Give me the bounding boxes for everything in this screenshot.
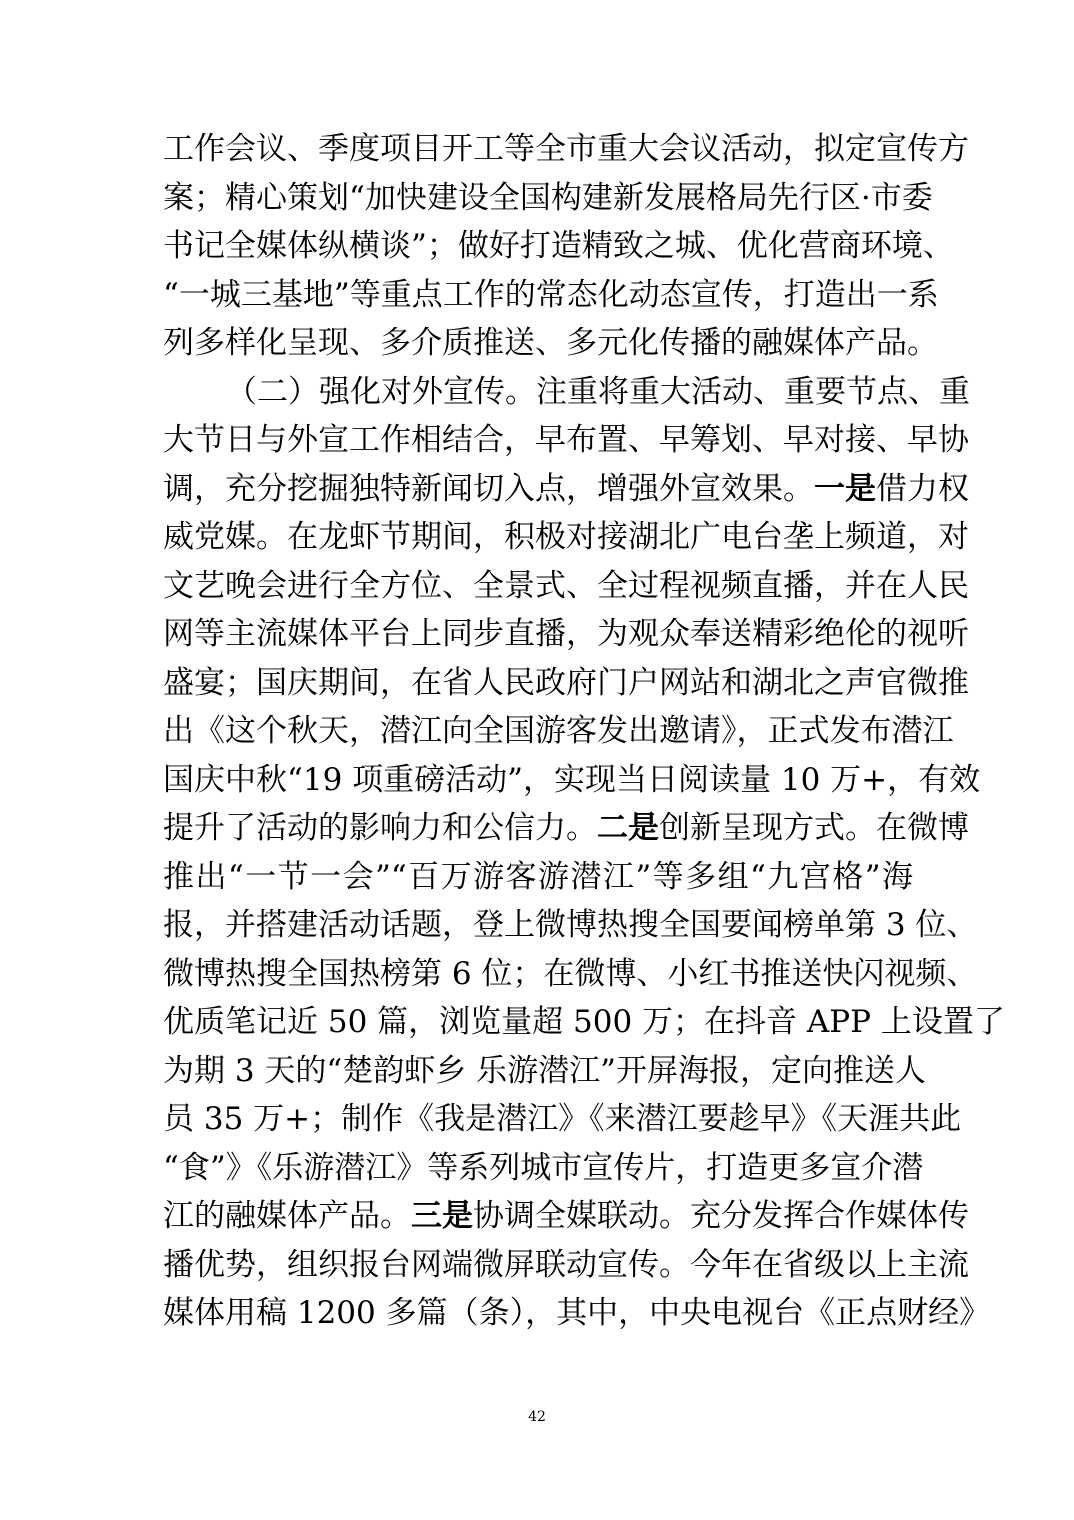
page-number: 42: [528, 1409, 546, 1425]
text-segment: 国庆中秋“19 项重磅活动”，实现当日阅读量 10 万+，有效: [163, 761, 981, 798]
text-line: [163, 1288, 991, 1338]
text-line: [163, 1143, 924, 1193]
text-line: [163, 415, 969, 465]
text-line: [163, 900, 978, 950]
text-line: [163, 852, 913, 902]
text-line: [163, 512, 969, 562]
bold-marker: 二是: [597, 810, 659, 846]
text-line: [163, 755, 981, 805]
text-line: [163, 706, 954, 756]
text-line: [163, 1094, 962, 1144]
text-segment: 文艺晚会进行全方位、全景式、全过程视频直播，并在人民: [163, 567, 969, 604]
text-segment: 借力权: [876, 470, 969, 507]
text-segment: 媒体用稿 1200 多篇（条），其中，中央电视台《正点财经》: [163, 1295, 991, 1331]
text-segment: （二）强化对外宣传。注重将重大活动、重要节点、重: [226, 373, 970, 410]
text-line: [163, 318, 938, 368]
text-segment: 优质笔记近 50 篇，浏览量超 500 万；在抖音 APP 上设置了: [163, 1004, 1005, 1040]
text-segment: 报，并搭建活动话题，登上微博热搜全国要闻榜单第 3 位、: [163, 907, 978, 943]
text-segment: 协调全媒联动。充分发挥合作媒体传: [473, 1198, 969, 1234]
text-line: [163, 561, 969, 611]
text-segment: 书记全媒体纵横谈”；做好打造精致之城、优化营商环境、: [163, 228, 954, 264]
text-segment: 调，充分挖掘独特新闻切入点，增强外宣效果。: [163, 470, 814, 507]
text-segment: “食”》《乐游潜江》等系列城市宣传片，打造更多宣介潜: [163, 1149, 924, 1186]
text-line: [163, 658, 969, 708]
text-line: [163, 1191, 969, 1241]
text-segment: 播优势，组织报台网端微屏联动宣传。今年在省级以上主流: [163, 1246, 969, 1283]
text-segment: 威党媒。在龙虾节期间，积极对接湖北广电台垄上频道，对: [163, 519, 969, 555]
section-heading-line: [226, 367, 970, 417]
text-line: [163, 464, 969, 514]
text-segment: 推出“一节一会”“百万游客游潜江”等多组“九宫格”海: [163, 858, 913, 895]
text-segment: 提升了活动的影响力和公信力。: [163, 810, 597, 846]
text-segment: 大节日与外宣工作相结合，早布置、早筹划、早对接、早协: [163, 422, 969, 458]
text-line: [163, 1046, 926, 1096]
text-line: [163, 173, 933, 223]
text-line: [163, 609, 969, 659]
bold-marker: 三是: [411, 1198, 473, 1234]
text-line: [163, 803, 969, 853]
text-line: [163, 1240, 969, 1290]
text-line: [163, 124, 969, 174]
text-segment: 创新呈现方式。在微博: [659, 810, 969, 846]
text-segment: 案；精心策划“加快建设全国构建新发展格局先行区·市委: [163, 179, 933, 216]
text-segment: 盛宴；国庆期间，在省人民政府门户网站和湖北之声官微推: [163, 664, 969, 701]
text-segment: 员 35 万+；制作《我是潜江》《来潜江要趁早》《天涯共此: [163, 1101, 962, 1137]
text-line: [163, 221, 954, 271]
text-line: [163, 270, 939, 320]
text-segment: 微博热搜全国热榜第 6 位；在微博、小红书推送快闪视频、: [163, 955, 978, 992]
text-line: [163, 997, 1005, 1047]
text-segment: 列多样化呈现、多介质推送、多元化传播的融媒体产品。: [163, 325, 938, 361]
bold-marker: 一是: [814, 470, 876, 507]
text-segment: “一城三基地”等重点工作的常态化动态宣传，打造出一系: [163, 276, 939, 313]
text-segment: 工作会议、季度项目开工等全市重大会议活动，拟定宣传方: [163, 131, 969, 167]
text-line: [163, 949, 978, 999]
text-segment: 江的融媒体产品。: [163, 1198, 411, 1234]
text-segment: 出《这个秋天，潜江向全国游客发出邀请》，正式发布潜江: [163, 713, 954, 749]
text-segment: 网等主流媒体平台上同步直播，为观众奉送精彩绝伦的视听: [163, 616, 969, 652]
text-segment: 为期 3 天的“楚韵虾乡 乐游潜江”开屏海报，定向推送人: [163, 1052, 926, 1089]
